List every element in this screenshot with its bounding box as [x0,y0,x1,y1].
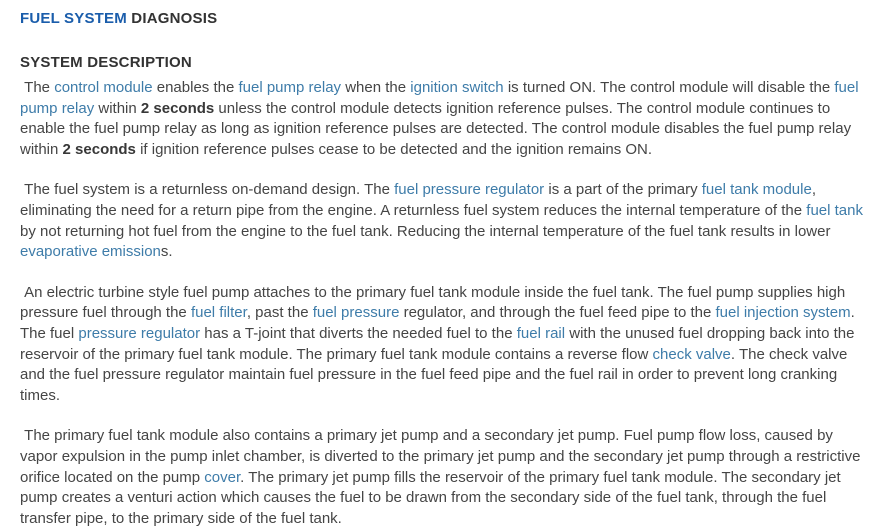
bold-text: 2 seconds [62,140,136,158]
body-text: has a T-joint that diverts the needed fuel to the [200,324,517,342]
inline-link[interactable]: fuel tank module [701,181,812,199]
body-text: regulator, and through the fuel feed pipe to the [399,304,716,322]
body-text: . The check valve and the fuel pressure regulator maintain fuel pressure in the fuel feed pipe and the fuel rail in order to prevent long cranking times. [20,345,852,404]
inline-link[interactable]: fuel pressure regulator [394,181,545,199]
inline-link[interactable]: fuel pressure [312,304,400,322]
inline-link[interactable]: ignition switch [410,79,504,96]
paragraph-1 [20,78,870,160]
body-text: s. [160,243,173,261]
inline-link[interactable]: evaporative emission [20,243,161,261]
body-text: within [94,99,141,117]
body-text: unless the control module detects ignition reference pulses. The control module continues to enable the fuel pump relay as long as ignition reference pulses are detected. The control module disables the fuel pump relay within [20,99,856,158]
inline-link[interactable]: check valve [652,345,731,363]
page-title-link[interactable]: FUEL SYSTEM [20,10,127,27]
body-text: is a part of the primary [544,181,702,199]
body-text: The fuel system is a returnless on-demand design. The [20,181,395,199]
section-heading: SYSTEM DESCRIPTION [20,54,192,71]
page-title-plain: DIAGNOSIS [126,10,218,27]
inline-link[interactable]: fuel filter [190,304,247,322]
inline-link[interactable]: fuel pump relay [238,79,342,96]
body-text: if ignition reference pulses cease to be detected and the ignition remains ON. [135,140,653,158]
inline-link[interactable]: fuel tank [806,201,863,219]
inline-link[interactable]: cover [204,468,241,486]
body-text: is turned ON. The control module will disable the [503,79,835,96]
body-text: . The primary jet pump fills the reservoir of the primary fuel tank module. The secondary jet pump creates a venturi action which causes the fuel to be drawn from the secondary side of the fuel tank, through the fuel transfer pipe, to the primary side of the fuel tank. [20,468,845,527]
paragraph-2 [20,180,870,262]
body-text: enables the [152,79,239,96]
body-text: when the [341,79,411,96]
inline-link[interactable]: pressure regulator [78,324,201,342]
inline-link[interactable]: fuel injection system [715,304,851,322]
body-text: , eliminating the need for a return pipe from the engine. A returnless fuel system reduces the internal temperature of the [20,181,821,219]
paragraph-3 [20,283,870,407]
body-text: , past the [246,304,313,322]
inline-link[interactable]: fuel pump relay [20,79,863,117]
body-text: with the unused fuel dropping back into the reservoir of the primary fuel tank module. The primary fuel tank module contains a reverse flow [20,324,859,363]
inline-link[interactable]: control module [54,79,153,96]
document-body [0,10,879,529]
body-text: The primary fuel tank module also contains a primary jet pump and a secondary jet pump. Fuel pump flow loss, caused by vapor expulsion in the pump inlet chamber, is diverted to the primary jet pump and the secondary jet pump through a restrictive orifice located on the pump [20,427,865,486]
inline-link[interactable]: fuel rail [516,324,566,342]
page-title [20,10,870,27]
bold-text: 2 seconds [140,99,215,117]
body-text: . The fuel [20,304,859,342]
body-text: An electric turbine style fuel pump attaches to the primary fuel tank module inside the fuel tank. The fuel pump supplies high pressure fuel through the [20,283,850,322]
body-text: by not returning hot fuel from the engine to the fuel tank. Reducing the internal temperature of the fuel tank results in lower [20,201,868,240]
body-text: The [20,79,55,96]
